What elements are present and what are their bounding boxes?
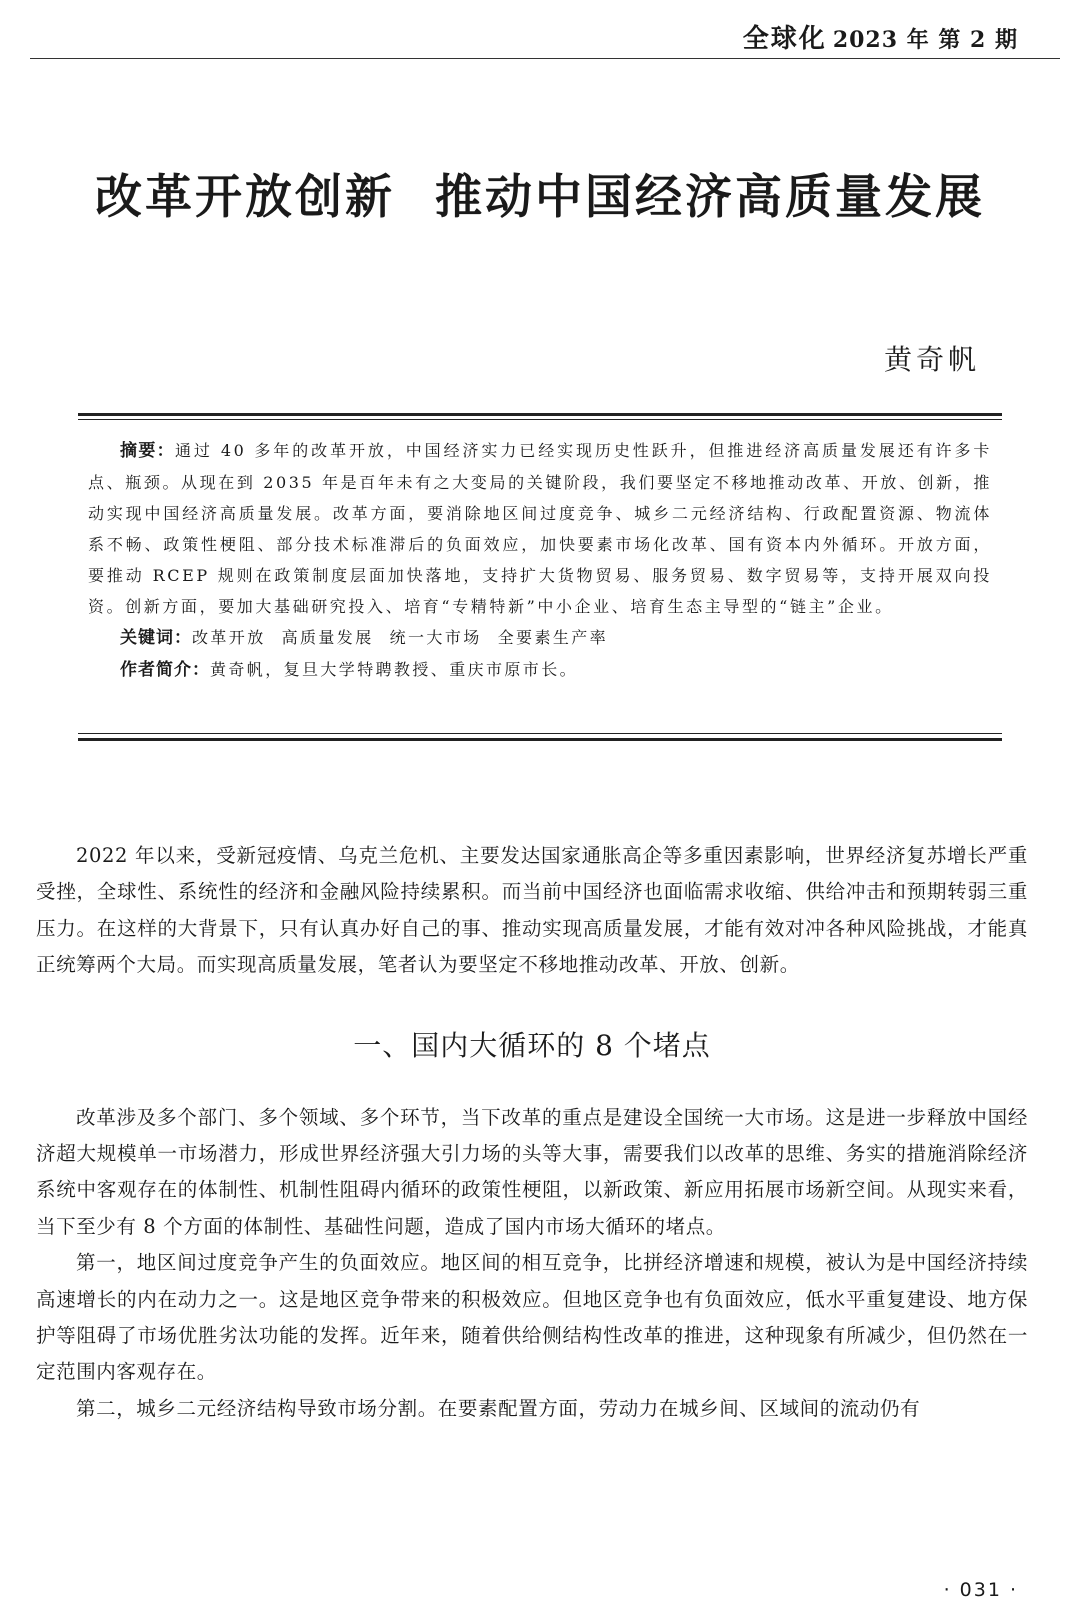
abstract-top-rule-thick xyxy=(78,413,1002,416)
title-part-1: 改革开放创新 xyxy=(95,170,395,225)
running-header xyxy=(0,0,1080,60)
section-heading-1: 一、国内大循环的 8 个堵点 xyxy=(353,1028,711,1062)
article-title xyxy=(0,160,1080,227)
keywords-label: 关键词： xyxy=(120,628,192,648)
body-paragraph: 第一，地区间过度竞争产生的负面效应。地区间的相互竞争，比拼经济增速和规模，被认为是中国经济持续高速增长的内在动力之一。这是地区竞争带来的积极效应。但地区竞争也有负面效应，低水平重复建设、地方保护等阻碍了市场优胜劣汰功能的发挥。近年来，随着供给侧结构性改革的推进，这种现象有所减少，但仍然在一定范围内客观存在。 xyxy=(36,1251,1028,1384)
author-bio-line xyxy=(88,654,992,686)
author-bio-label: 作者简介： xyxy=(120,660,210,680)
abstract-label: 摘要： xyxy=(120,441,175,461)
header-rule xyxy=(30,58,1060,59)
abstract-bottom-rule-thin xyxy=(78,733,1002,734)
abstract-top-rule-thin xyxy=(78,419,1002,420)
abstract-box xyxy=(78,413,1002,741)
abstract-paragraph xyxy=(88,435,992,622)
keywords-line xyxy=(88,622,992,654)
abstract-text: 通过 40 多年的改革开放，中国经济实力已经实现历史性跃升，但推进经济高质量发展还有许多卡点、瓶颈。从现在到 2035 年是百年未有之大变局的关键阶段，我们要坚定不移地推动改革、开放、创新，推动实现中国经济高质量发展。改革方面，要消除地区间过度竞争、城乡二元经济结构、行政配置资源、物流体系不畅、政策性梗阻、部分技术标准滞后的负面效应，加快要素市场化改革、国有资本内外循环。开放方面，要推动 RCEP 规则在政策制度层面加快落地，支持扩大货物贸易、服务贸易、数字贸易等，支持开展双向投资。创新方面，要加大基础研究投入、培育“专精特新”中小企业、培育生态主导型的“链主”企业。 xyxy=(88,441,992,616)
author-name: 黄奇帆 xyxy=(883,343,980,376)
journal-issue-line xyxy=(743,18,1018,55)
title-part-2: 推动中国经济高质量发展 xyxy=(435,170,985,225)
abstract-content xyxy=(88,435,992,686)
page-number: · 031 · xyxy=(943,1579,1018,1601)
keyword: 改革开放 xyxy=(192,628,266,647)
keyword: 高质量发展 xyxy=(281,628,374,647)
issue-label: 2023 年 第 2 期 xyxy=(832,27,1018,53)
article-body xyxy=(36,838,1028,1427)
body-paragraph: 第二，城乡二元经济结构导致市场分割。在要素配置方面，劳动力在城乡间、区域间的流动仍有 xyxy=(76,1396,921,1420)
body-paragraph-intro: 2022 年以来，受新冠疫情、乌克兰危机、主要发达国家通胀高企等多重因素影响，世界经济复苏增长严重受挫，全球性、系统性的经济和金融风险持续累积。而当前中国经济也面临需求收缩、供给冲击和预期转弱三重压力。在这样的大背景下，只有认真办好自己的事、推动实现高质量发展，才能有效对冲各种风险挑战，才能真正统筹两个大局。而实现高质量发展，笔者认为要坚定不移地推动改革、开放、创新。 xyxy=(36,844,1028,977)
body-paragraph: 改革涉及多个部门、多个领域、多个环节，当下改革的重点是建设全国统一大市场。这是进一步释放中国经济超大规模单一市场潜力，形成世界经济强大引力场的头等大事，需要我们以改革的思维、务实的措施消除经济系统中客观存在的体制性、机制性阻碍内循环的政策性梗阻，以新政策、新应用拓展市场新空间。从现实来看，当下至少有 8 个方面的体制性、基础性问题，造成了国内市场大循环的堵点。 xyxy=(36,1105,1028,1238)
keyword: 全要素生产率 xyxy=(497,628,609,647)
abstract-bottom-rule-thick xyxy=(78,738,1002,741)
author-bio-text: 黄奇帆，复旦大学特聘教授、重庆市原市长。 xyxy=(210,660,579,679)
journal-name: 全球化 xyxy=(742,24,827,54)
keyword: 统一大市场 xyxy=(389,628,482,647)
